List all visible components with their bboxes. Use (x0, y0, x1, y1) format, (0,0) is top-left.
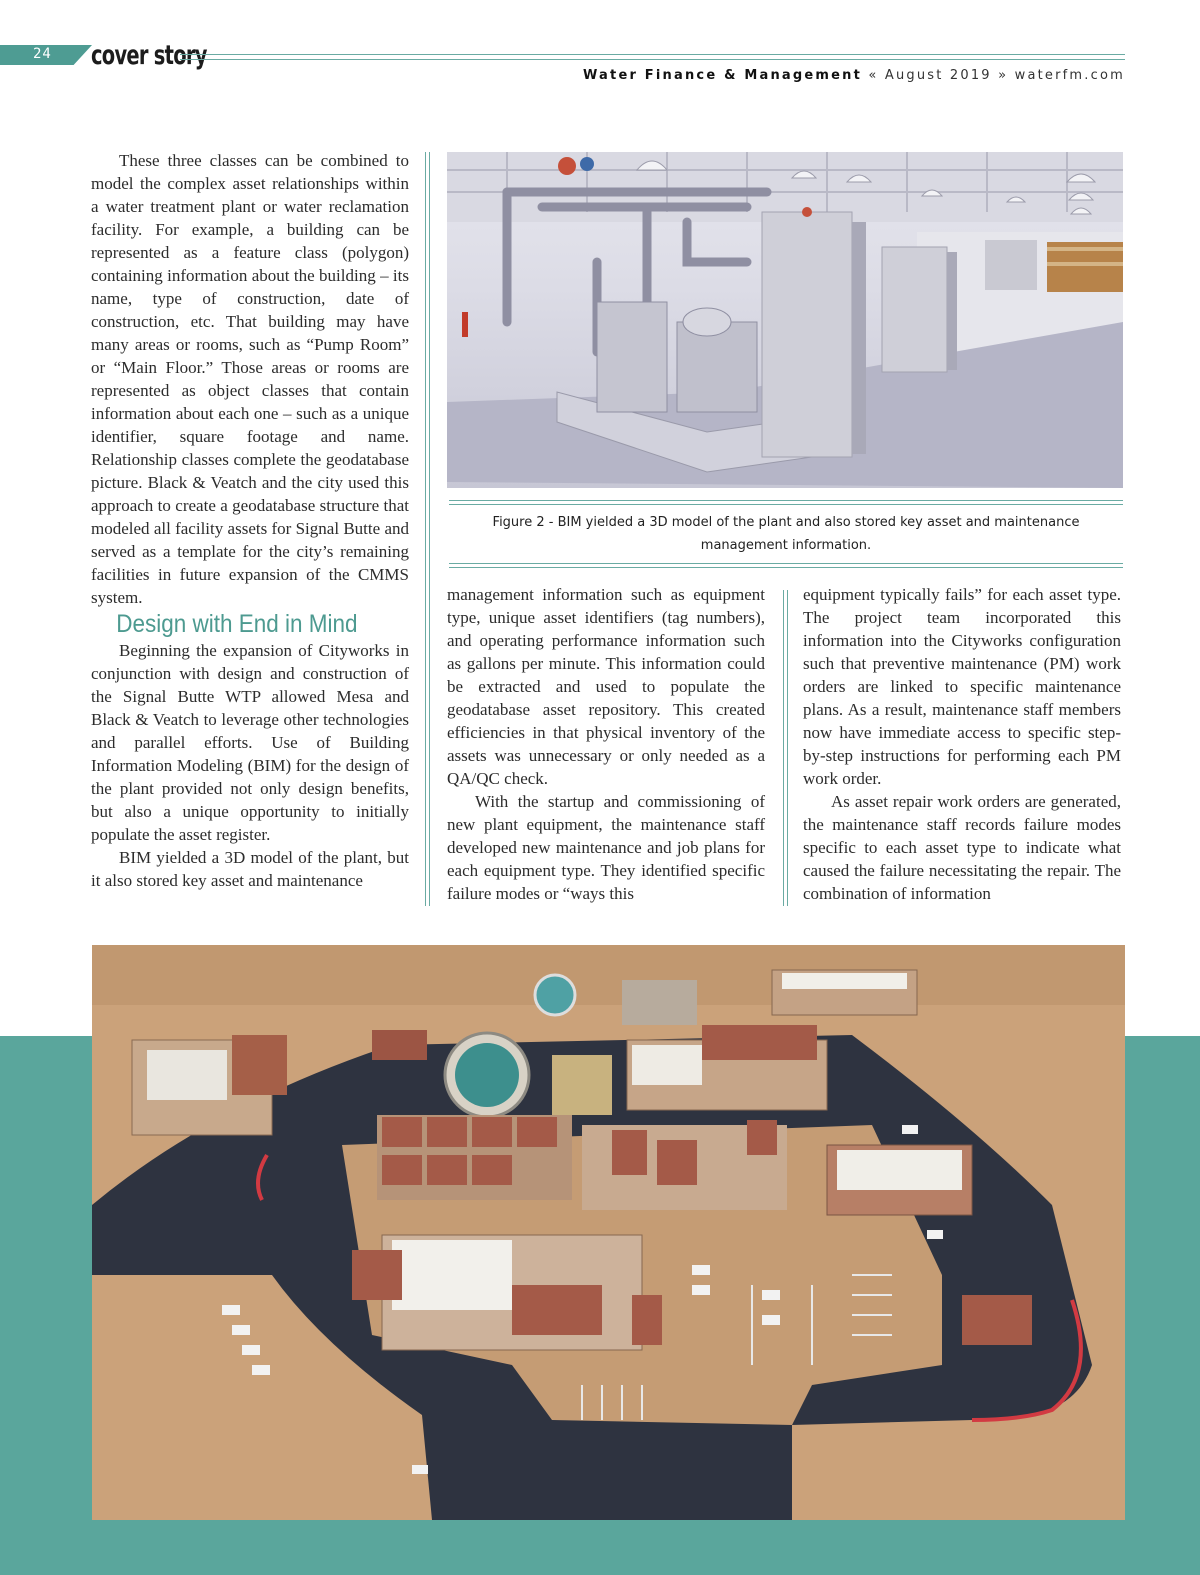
bim-render-illustration (447, 152, 1123, 488)
paragraph: With the startup and commissioning of new plant equipment, the maintenance staff developed new maintenance and job plans for each equipment type. They identified specific failure modes or “ways this (447, 792, 765, 903)
paragraph: management information such as equipment type, unique asset identifiers (tag numbers), and operating performance information such as gallons per minute. This information could be extracted and used to populate the geodatabase asset repository. This created efficiencies in that physical inventory of the assets was unnecessary or only needed as a QA/QC check. (447, 585, 765, 788)
paragraph: Beginning the expansion of Cityworks in conjunction with design and construction of the Signal Butte WTP allowed Mesa and Black & Veatch to leverage other technologies and parallel efforts. Use of Building Information Modeling (BIM) for the design of the plant provided not only design benefits, but also a unique opportunity to initially populate the asset register. (91, 641, 409, 844)
bim-3d-model-image (447, 152, 1123, 488)
section-label: cover story (91, 40, 207, 71)
article-column-2 (447, 583, 765, 905)
figure-caption: Figure 2 - BIM yielded a 3D model of the plant and also stored key asset and maintenance management information. (492, 515, 1080, 553)
article-column-3 (803, 583, 1121, 905)
paragraph: As asset repair work orders are generated, the maintenance staff records failure modes specific to each asset type to indicate what caused the failure necessitating the repair. The combination of information (803, 792, 1121, 903)
website: waterfm.com (1014, 68, 1125, 83)
page-number: 24 (33, 46, 52, 62)
paragraph: These three classes can be combined to model the complex asset relationships within a water treatment plant or water reclamation facility. For example, a building can be represented as a feature class (polygon) containing information about the building – its name, type of construction, date of construction, etc. That building may have many areas or rooms, such as “Pump Room” or “Main Floor.” Those areas or rooms are represented as object classes that contain information about each one – such as a unique identifier, square footage and name. Relationship classes complete the geodatabase picture. Black & Veatch and the city used this approach to create a geodatabase structure that modeled all facility assets for Signal Butte and served as a template for the city’s remaining facilities in future expansion of the CMMS system. (91, 151, 409, 607)
header-rule (180, 54, 1125, 60)
paragraph: BIM yielded a 3D model of the plant, but it also stored key asset and maintenance (91, 848, 409, 890)
article-column-1 (91, 149, 409, 892)
aerial-photo-illustration (92, 945, 1125, 1520)
paragraph: equipment typically fails” for each asset type. The project team incorporated this information into the Cityworks configuration such that preventive maintenance (PM) work orders are linked to specific maintenance plans. As a result, maintenance staff members now have immediate access to specific step-by-step instructions for performing each PM work order. (803, 585, 1121, 788)
column-divider (783, 590, 788, 906)
masthead (583, 68, 1125, 83)
issue-date: « August 2019 » (868, 68, 1009, 83)
aerial-plant-photo (92, 945, 1125, 1520)
magazine-name: Water Finance & Management (582, 68, 863, 83)
subheading: Design with End in Mind (116, 610, 358, 638)
caption-rule-top (449, 500, 1123, 505)
column-divider (425, 152, 430, 906)
caption-rule-bottom (449, 563, 1123, 568)
